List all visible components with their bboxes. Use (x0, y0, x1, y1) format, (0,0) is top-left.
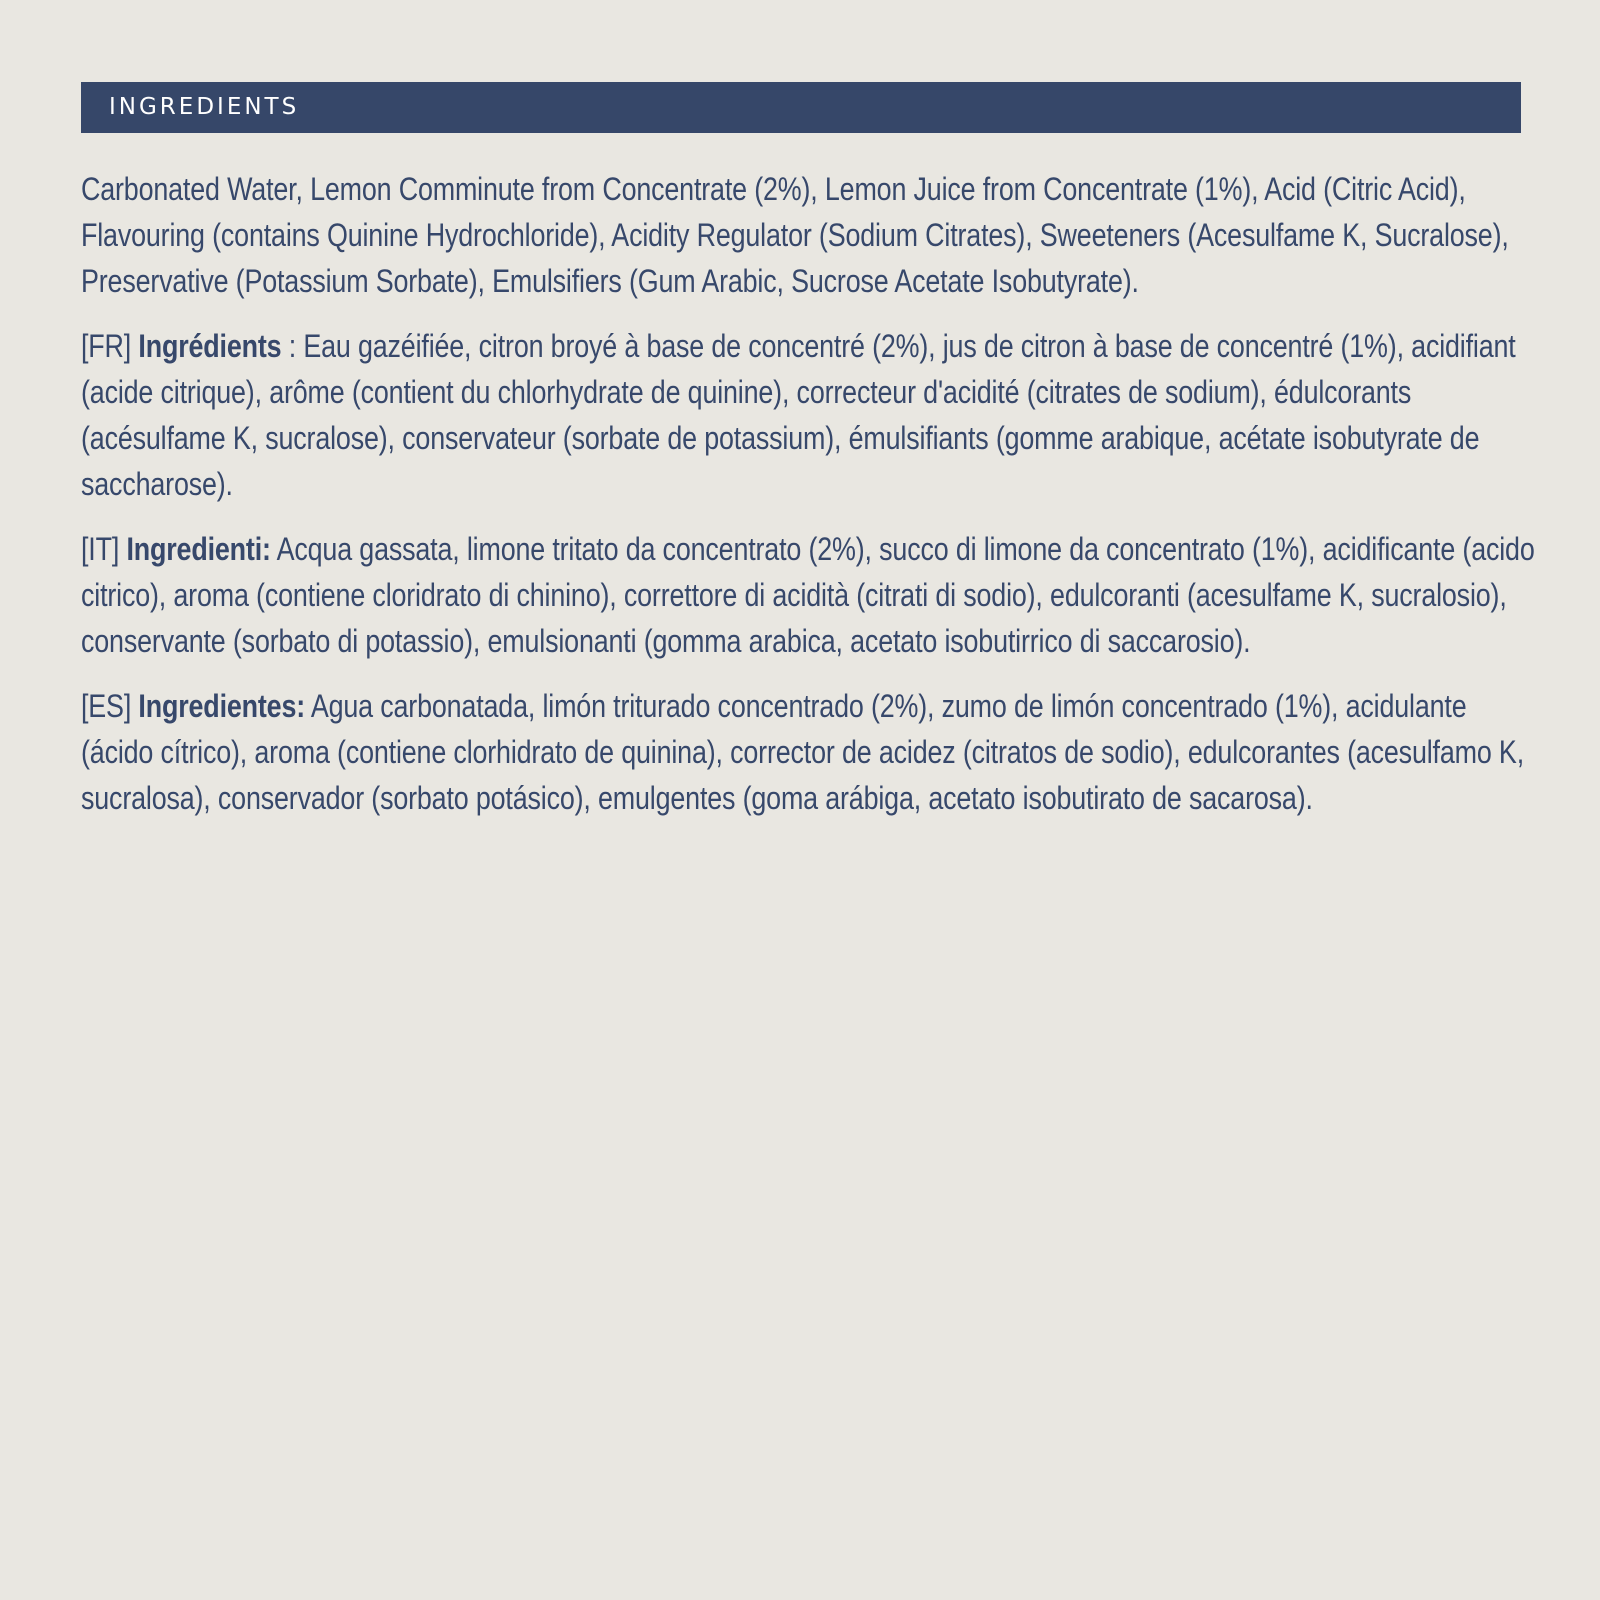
ingredients-paragraph-it (81, 526, 1544, 664)
ingredients-text-it: Acqua gassata, limone tritato da concentrato (2%), succo di limone da concentrato (1%), acidificante (acido citrico), aroma (contiene cloridrato di chinino), correttore di acidità (citrati di sodio), edulcoranti (acesulfame K, sucralosio), conservante (sorbato di potassio), emulsionanti (gomma arabica, acetato isobutirrico di saccarosio). (81, 531, 1535, 659)
language-tag-es: [ES] (81, 688, 132, 724)
ingredients-paragraph-en (81, 166, 1544, 304)
ingredients-paragraph-es (81, 683, 1544, 821)
ingredients-content (81, 166, 1541, 840)
ingredients-label-it: Ingredienti: (126, 531, 271, 567)
ingredients-header-bar (81, 82, 1521, 133)
ingredients-label-es: Ingredientes: (138, 688, 306, 724)
language-tag-fr: [FR] (81, 328, 132, 364)
language-tag-it: [IT] (81, 531, 120, 567)
ingredients-paragraph-fr (81, 323, 1544, 507)
ingredients-text-en: Carbonated Water, Lemon Comminute from Concentrate (2%), Lemon Juice from Concentrate (1%), Acid (Citric Acid), Flavouring (contains Quinine Hydrochloride), Acidity Regulator (Sodium Citrates), Sweeteners (Acesulfame K, Sucralose), Preservative (Potassium Sorbate), Emulsifiers (Gum Arabic, Sucrose Acetate Isobutyrate). (81, 171, 1509, 299)
ingredients-heading: INGREDIENTS (109, 94, 300, 120)
ingredients-text-fr: : Eau gazéifiée, citron broyé à base de concentré (2%), jus de citron à base de concentré (1%), acidifiant (acide citrique), arôme (contient du chlorhydrate de quinine), correcteur d'acidité (citrates de sodium), édulcorants (acésulfame K, sucralose), conservateur (sorbate de potassium), émulsifiants (gomme arabique, acétate isobutyrate de saccharose). (81, 328, 1516, 502)
ingredients-text-es: Agua carbonatada, limón triturado concentrado (2%), zumo de limón concentrado (1%), acidulante (ácido cítrico), aroma (contiene clorhidrato de quinina), corrector de acidez (citratos de sodio), edulcorantes (acesulfamo K, sucralosa), conservador (sorbato potásico), emulgentes (goma arábiga, acetato isobutirato de sacarosa). (81, 688, 1525, 816)
ingredients-label-fr: Ingrédients (138, 328, 282, 364)
